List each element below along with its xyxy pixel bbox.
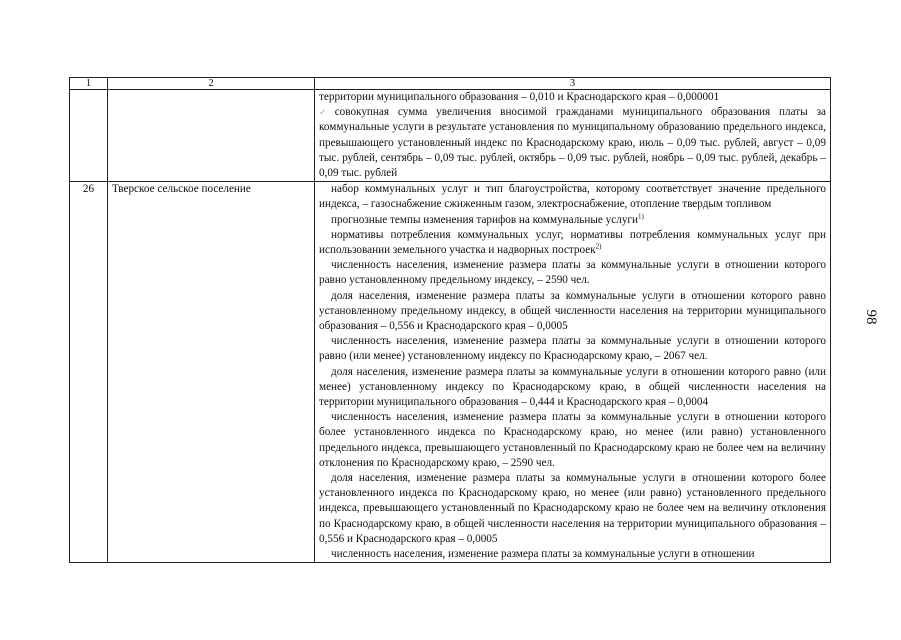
indicators-cell xyxy=(315,182,831,563)
header-cell-2: 2 xyxy=(108,78,315,90)
indicator-text: нормативы потребления коммунальных услуг, нормативы потребления коммунальных услуг при использовании земельного участка и надворных построек xyxy=(319,228,826,257)
header-cell-3: 3 xyxy=(315,78,831,90)
continuation-line-1: территории муниципального образования – 0,010 и Краснодарского края – 0,000001 xyxy=(319,91,720,103)
continuation-paragraph-2 xyxy=(319,105,826,181)
footnote-marker: 2) xyxy=(595,242,602,251)
indicator-paragraph: набор коммунальных услуг и тип благоустройства, которому соответствует значение предельного индекса, – газоснабжение сжиженным газом, электроснабжение, отопление твердым топливом xyxy=(319,183,826,211)
indicator-paragraph xyxy=(319,228,826,258)
table-row xyxy=(70,182,831,563)
document-table xyxy=(69,77,831,563)
indicator-paragraph: численность населения, изменение размера платы за коммунальные услуги в отношении которого более установленного индекса по Краснодарскому краю, но менее (или равно) установленного предельного индекса, превышающего установленный по Краснодарскому краю не более чем на величину отклонения по Краснодарскому краю, – 2590 чел. xyxy=(319,411,826,469)
footnote-marker: 1) xyxy=(637,211,644,220)
header-cell-1: 1 xyxy=(70,78,108,90)
indicator-paragraph: численность населения, изменение размера платы за коммунальные услуги в отношении которого равно (или менее) установленному индексу по Краснодарскому краю, – 2067 чел. xyxy=(319,335,826,363)
indicator-text: прогнозные темпы изменения тарифов на коммунальные услуги xyxy=(331,213,638,226)
continuation-number-cell xyxy=(70,90,108,182)
page-number: 98 xyxy=(863,309,879,325)
municipality-name: Тверское сельское поселение xyxy=(108,182,315,563)
header-row xyxy=(70,78,831,90)
checkmark-icon: ✓ xyxy=(319,107,333,118)
continuation-row xyxy=(70,90,831,182)
row-number: 26 xyxy=(70,182,108,563)
indicator-paragraph xyxy=(319,213,826,228)
indicator-paragraph: доля населения, изменение размера платы за коммунальные услуги в отношении которого более установленного индекса по Краснодарскому краю, но менее (или равно) установленного предельного индекса, превышающего установленный по Краснодарскому краю не более чем на величину отклонения по Краснодарскому краю, в общей численности населения на территории муниципального образования – 0,556 и Краснодарского края – 0,0005 xyxy=(319,472,826,545)
indicator-paragraph: численность населения, изменение размера платы за коммунальные услуги в отношении которого равно установленному предельному индексу, – 2590 чел. xyxy=(319,259,826,287)
indicator-paragraph: доля населения, изменение размера платы за коммунальные услуги в отношении которого равно установленному предельному индексу, в общей численности населения на территории муниципального образования – 0,556 и Краснодарского края – 0,0005 xyxy=(319,289,826,333)
continuation-content-cell xyxy=(315,90,831,182)
indicator-paragraph: доля населения, изменение размера платы за коммунальные услуги в отношении которого равно (или менее) установленному индексу по Краснодарскому краю, в общей численности населения на территории муниципального образования – 0,444 и Краснодарского края – 0,0004 xyxy=(319,365,826,409)
continuation-name-cell xyxy=(108,90,315,182)
continuation-line-2-text: совокупная сумма увеличения вносимой гражданами муниципального образования платы за коммунальные услуги в результате установления по муниципальному образованию предельного индекса, превышающего установленный индекс по Краснодарскому краю, июль – 0,09 тыс. рублей, август – 0,09 тыс. рублей, сентябрь – 0,09 тыс. рублей, октябрь – 0,09 тыс. рублей, ноябрь – 0,09 тыс. рублей, декабрь – 0,09 тыс. рублей xyxy=(319,106,827,180)
indicator-paragraph: численность населения, изменение размера платы за коммунальные услуги в отношении xyxy=(331,548,755,561)
